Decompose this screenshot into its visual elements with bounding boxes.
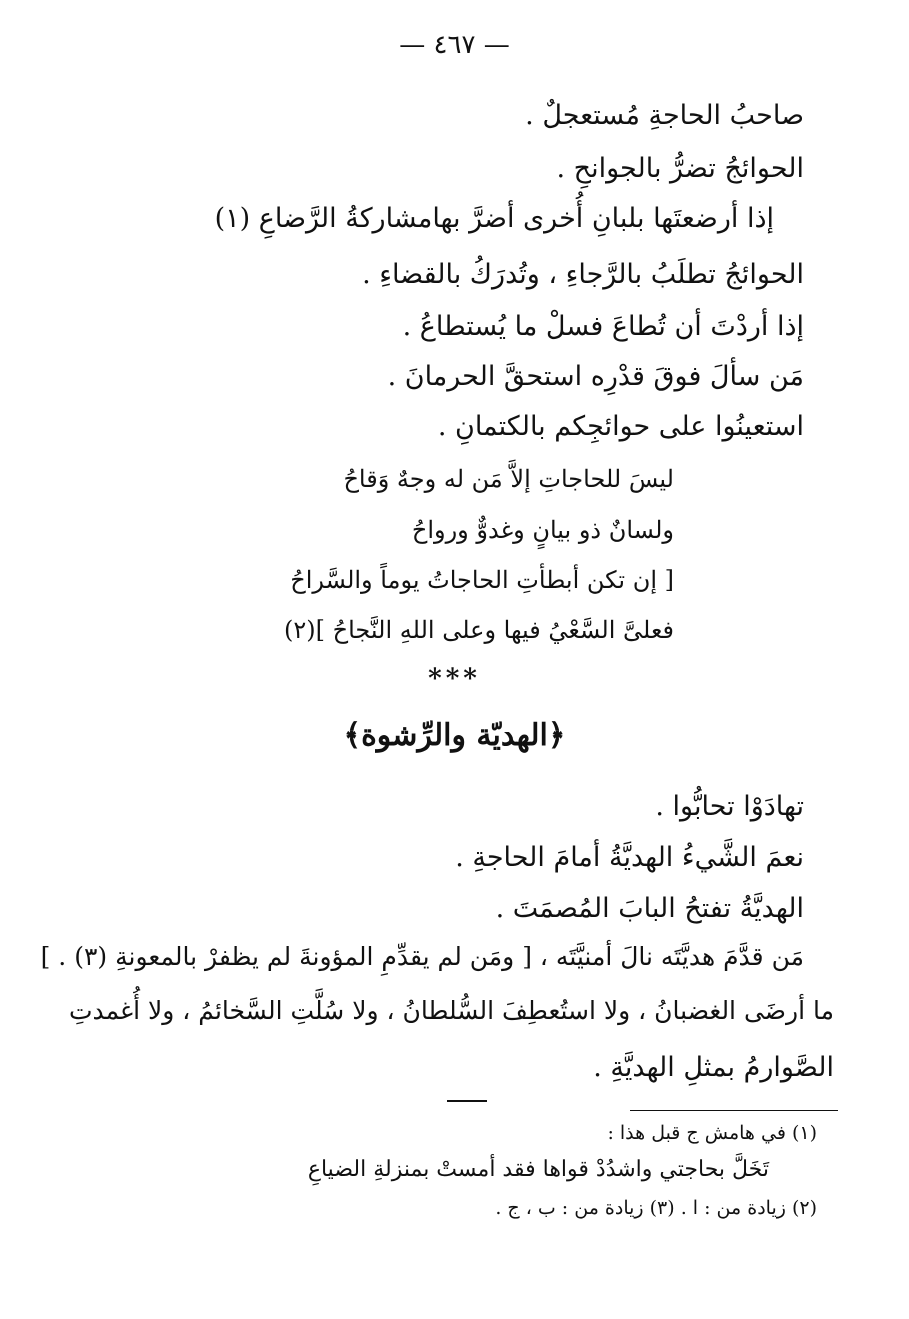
poem-verse: فعلىَّ السَّعْيُ فيها وعلى اللهِ النَّجاحُ ](٢) — [284, 616, 674, 644]
proverb-line: مَن سألَ فوقَ قدْرِه استحقَّ الحرمانَ . — [387, 361, 804, 392]
end-rule — [447, 1100, 487, 1102]
proverb-line: الحوائجُ تطلَبُ بالرَّجاءِ ، وتُدرَكُ بالقضاءِ . — [362, 259, 804, 290]
poem-verse: ليسَ للحاجاتِ إلاَّ مَن له وجهٌ وَقاحُ — [343, 465, 674, 493]
page-number: — ٤٦٧ — — [399, 30, 510, 60]
poem-verse: ولسانٌ ذو بيانٍ وغدوٌّ ورواحُ — [411, 516, 674, 544]
proverb-line: الهديَّةُ تفتحُ البابَ المُصمَتَ . — [495, 893, 804, 924]
footnote-verse: تَخَلَّ بحاجتي واشدُدْ قواها فقد أمستْ بمنزلةِ الضياعِ — [307, 1157, 769, 1182]
proverb-line: إذا أردْتَ أن تُطاعَ فسلْ ما يُستطاعُ . — [402, 311, 804, 342]
proverb-line: الحوائجُ تضرُّ بالجوانحِ . — [556, 153, 804, 184]
proverb-line: ما أرضَى الغضبانُ ، ولا استُعطِفَ السُّلطانُ ، ولا سُلَّتِ السَّخائمُ ، ولا أُغمدتِ — [68, 996, 834, 1025]
proverb-verse-line: إذا أرضعتَها بلبانِ أُخرى أضرَّ بهامشاركةُ الرَّضاعِ (١) — [214, 203, 774, 234]
section-title: ﴿الهديّة والرِّشوة﴾ — [343, 718, 566, 753]
proverb-line: مَن قدَّمَ هديَّتَه نالَ أمنيَّتَه ، [ ومَن لم يقدِّمِ المؤونةَ لم يظفرْ بالمعونةِ (٣) . ] — [40, 942, 804, 971]
section-separator: *** — [428, 664, 481, 694]
footnote: (١) في هامش ج قبل هذا : — [607, 1122, 817, 1144]
proverb-line: استعينُوا على حوائجِكم بالكتمانِ . — [437, 411, 804, 442]
footnote-rule — [630, 1110, 838, 1111]
footnote: (٢) زيادة من : ا . (٣) زيادة من : ب ، ج . — [495, 1197, 817, 1219]
proverb-line: صاحبُ الحاجةِ مُستعجلٌ . — [525, 100, 804, 131]
proverb-line: نعمَ الشَّيءُ الهديَّةُ أمامَ الحاجةِ . — [455, 842, 804, 873]
poem-verse: [ إن تكن أبطأتِ الحاجاتُ يوماً والسَّراحُ — [290, 566, 674, 594]
proverb-line: تهادَوْا تحابُّوا . — [655, 791, 804, 822]
proverb-line: الصَّوارمُ بمثلِ الهديَّةِ . — [593, 1052, 834, 1083]
